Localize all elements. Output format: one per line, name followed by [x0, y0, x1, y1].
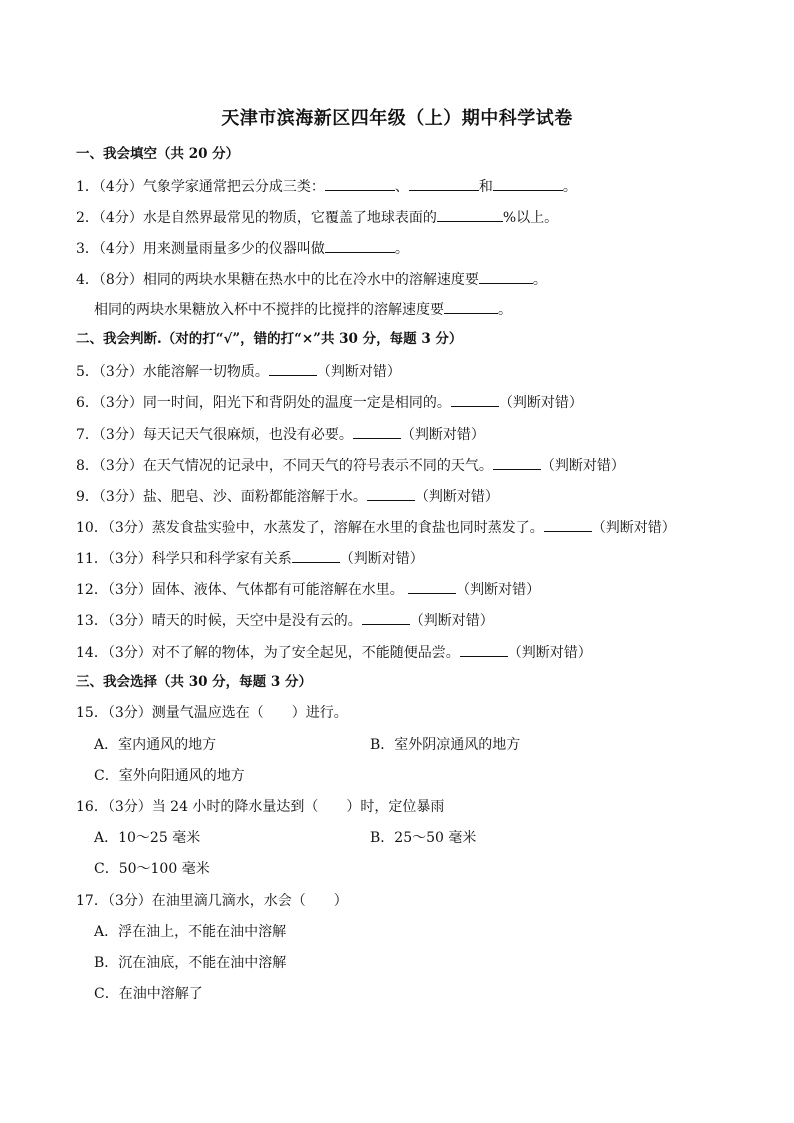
- question-17-stem: 17．（3分）在油里滴几滴水，水会（ ）: [76, 893, 348, 909]
- answer-blank[interactable]: [460, 641, 508, 657]
- q17-option-b[interactable]: B．沉在油底，不能在油中溶解: [94, 955, 287, 971]
- question-2: [76, 206, 558, 228]
- answer-blank[interactable]: [269, 360, 317, 376]
- judge-hint: （判断对错）: [456, 582, 541, 598]
- answer-blank[interactable]: [367, 485, 415, 501]
- answer-blank[interactable]: [292, 547, 340, 563]
- judge-hint: （判断对错）: [591, 520, 676, 536]
- judge-question-text: 14．（3分）对不了解的物体，为了安全起见，不能随便品尝。: [76, 645, 460, 661]
- q16-option-a[interactable]: A．10～25 毫米: [94, 830, 201, 846]
- judge-question-text: 12．（3分）固体、液体、气体都有可能溶解在水里。: [76, 582, 409, 598]
- judge-question: [76, 485, 499, 507]
- question-2-tail: %以上。: [502, 210, 559, 226]
- punctuation: 。: [562, 179, 577, 195]
- question-16-stem: 16．（3分）当 24 小时的降水量达到（ ）时，定位暴雨: [76, 799, 445, 815]
- separator: 、: [394, 179, 409, 195]
- judge-question: [76, 547, 424, 569]
- judge-question-text: 7．（3分）每天记天气很麻烦，也没有必要。: [76, 427, 353, 443]
- question-2-text: 2．（4分）水是自然界最常见的物质，它覆盖了地球表面的: [76, 210, 437, 226]
- punctuation: 。: [394, 241, 409, 257]
- page-title: 天津市滨海新区四年级（上）期中科学试卷: [221, 108, 573, 129]
- q17-option-a[interactable]: A．浮在油上，不能在油中溶解: [94, 924, 287, 940]
- judge-question-text: 10．（3分）蒸发食盐实验中，水蒸发了，溶解在水里的食盐也同时蒸发了。: [76, 520, 544, 536]
- judge-hint: （判断对错）: [507, 645, 592, 661]
- judge-question-text: 5．（3分）水能溶解一切物质。: [76, 364, 269, 380]
- judge-question: [76, 391, 583, 413]
- judge-question: [76, 423, 485, 445]
- judge-question: [76, 516, 676, 538]
- judge-hint: （判断对错）: [409, 613, 494, 629]
- judge-hint: （判断对错）: [540, 458, 625, 474]
- judge-question: [76, 360, 401, 382]
- judge-question: [76, 454, 625, 476]
- separator: 和: [478, 179, 493, 195]
- q15-option-b[interactable]: B．室外阴凉通风的地方: [370, 737, 521, 753]
- q16-option-b[interactable]: B．25～50 毫米: [370, 830, 477, 846]
- answer-blank[interactable]: [479, 268, 533, 284]
- section-choice: 三、我会选择（共 30 分，每题 3 分）: [76, 674, 312, 690]
- judge-hint: （判断对错）: [498, 395, 583, 411]
- answer-blank[interactable]: [437, 206, 503, 222]
- judge-hint: （判断对错）: [316, 364, 401, 380]
- punctuation: 。: [498, 302, 512, 318]
- question-1: [76, 175, 577, 197]
- answer-blank[interactable]: [444, 298, 498, 314]
- question-4-text: 4．（8分）相同的两块水果糖在热水中的比在冷水中的溶解速度要: [76, 272, 479, 288]
- q16-option-c[interactable]: C．50～100 毫米: [94, 861, 210, 877]
- answer-blank[interactable]: [353, 423, 401, 439]
- answer-blank[interactable]: [325, 175, 395, 191]
- q17-option-c[interactable]: C．在油中溶解了: [94, 986, 203, 1002]
- judge-question-text: 8．（3分）在天气情况的记录中，不同天气的符号表示不同的天气。: [76, 458, 493, 474]
- question-3-text: 3．（4分）用来测量雨量多少的仪器叫做: [76, 241, 325, 257]
- question-1-text: 1．（4分）气象学家通常把云分成三类：: [76, 179, 325, 195]
- answer-blank[interactable]: [325, 237, 395, 253]
- judge-hint: （判断对错）: [414, 489, 499, 505]
- judge-question: [76, 609, 494, 631]
- judge-question-text: 6．（3分）同一时间，阳光下和背阴处的温度一定是相同的。: [76, 395, 451, 411]
- answer-blank[interactable]: [409, 175, 479, 191]
- judge-question-text: 13．（3分）晴天的时候，天空中是没有云的。: [76, 613, 362, 629]
- question-4-line-2: [94, 298, 512, 320]
- section-judgement: 二、我会判断.（对的打“√”，错的打“×”共 30 分，每题 3 分）: [76, 331, 463, 347]
- question-4: [76, 268, 547, 290]
- judge-hint: （判断对错）: [400, 427, 485, 443]
- q15-option-c[interactable]: C．室外向阳通风的地方: [94, 768, 245, 784]
- judge-question-text: 9．（3分）盐、肥皂、沙、面粉都能溶解于水。: [76, 489, 367, 505]
- answer-blank[interactable]: [493, 454, 541, 470]
- judge-question: [76, 641, 592, 663]
- question-3: [76, 237, 409, 259]
- section-fill-in: 一、我会填空（共 20 分）: [76, 146, 240, 162]
- answer-blank[interactable]: [451, 391, 499, 407]
- q15-option-a[interactable]: A．室内通风的地方: [94, 737, 217, 753]
- question-15-stem: 15．（3分）测量气温应选在（ ）进行。: [76, 705, 348, 721]
- answer-blank[interactable]: [493, 175, 563, 191]
- judge-question: [76, 578, 540, 600]
- answer-blank[interactable]: [362, 609, 410, 625]
- judge-hint: （判断对错）: [339, 551, 424, 567]
- question-4-text-2: 相同的两块水果糖放入杯中不搅拌的比搅拌的溶解速度要: [94, 302, 444, 318]
- punctuation: 。: [532, 272, 547, 288]
- answer-blank[interactable]: [544, 516, 592, 532]
- answer-blank[interactable]: [408, 578, 456, 594]
- judge-question-text: 11．（3分）科学只和科学家有关系: [76, 551, 292, 567]
